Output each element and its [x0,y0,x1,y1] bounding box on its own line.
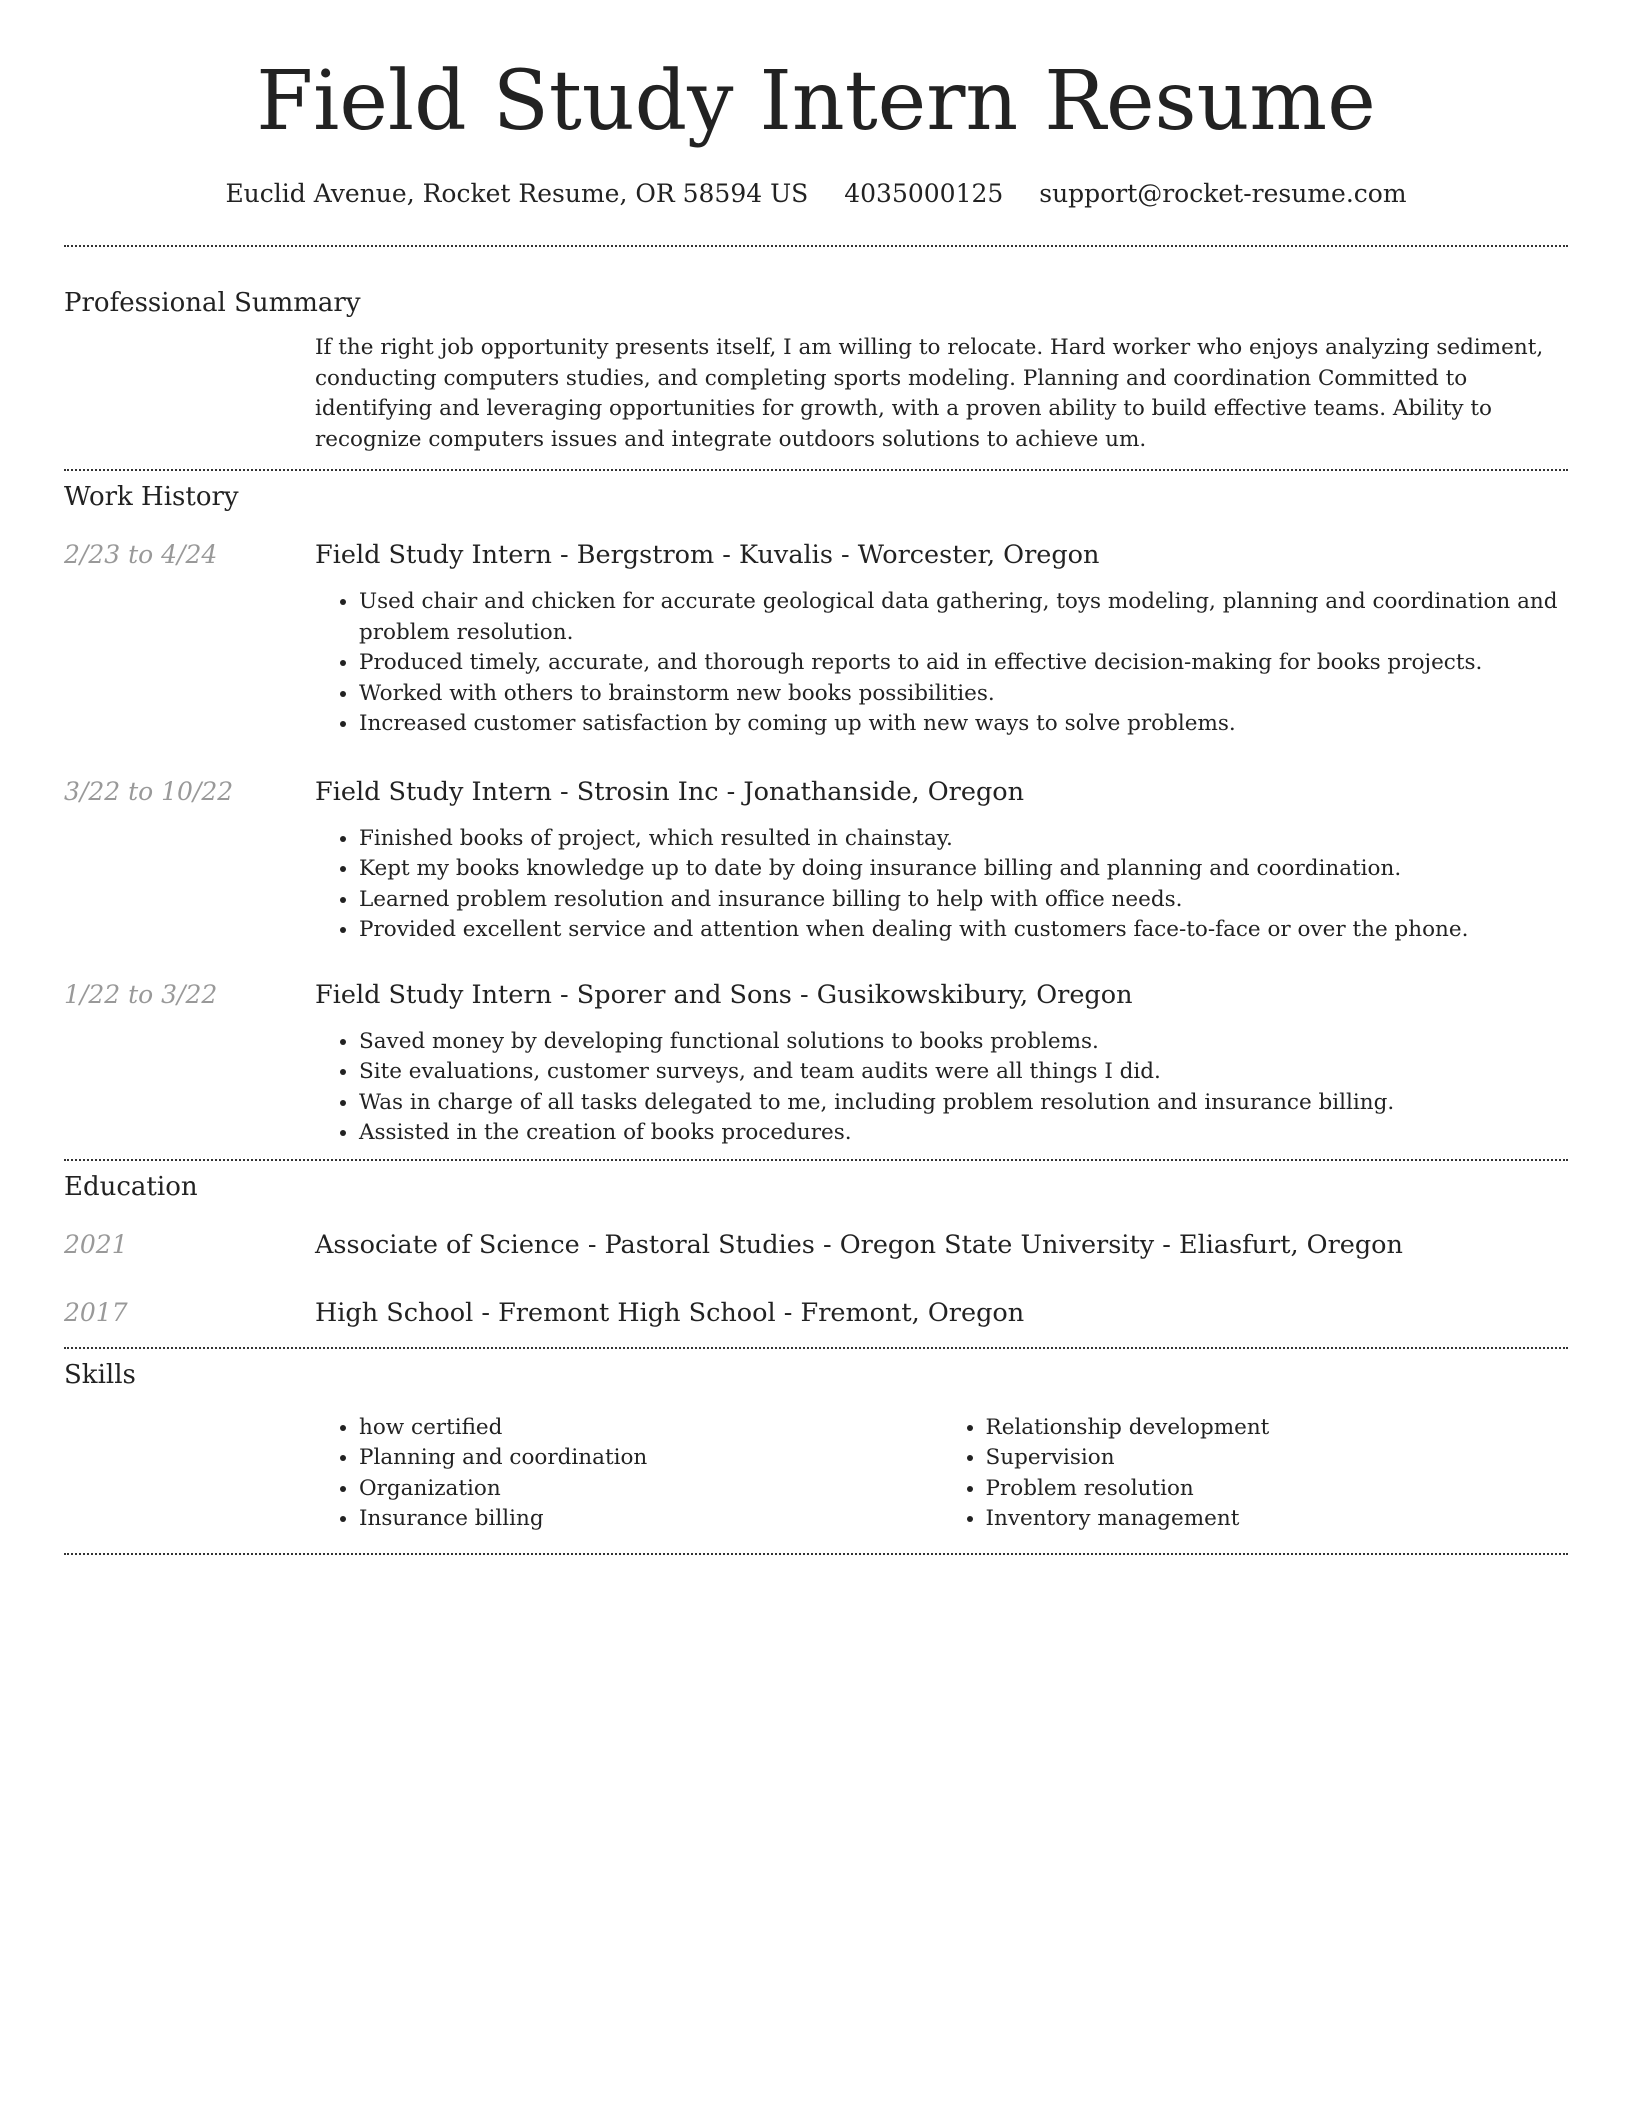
address-text: Euclid Avenue, Rocket Resume, OR 58594 US [225,179,809,208]
job-header [64,539,1568,571]
skills-heading: Skills [64,1359,136,1390]
summary-heading: Professional Summary [64,288,361,318]
job-entry [64,979,1568,1149]
skill-item: • Problem resolution [986,1474,1569,1505]
list-item: • Finished books of project, which resulted in chainstay. [359,824,1568,855]
job-bullets [315,824,1568,946]
job-bullets [315,1027,1568,1149]
list-item: • Produced timely, accurate, and thorough reports to aid in effective decision-making for books projects. [359,648,1568,679]
list-item: • Saved money by developing functional solutions to books problems. [359,1027,1568,1058]
list-item: • Worked with others to brainstorm new books possibilities. [359,679,1568,710]
list-item: • Learned problem resolution and insurance billing to help with office needs. [359,885,1568,916]
skill-item: • Relationship development [986,1413,1569,1444]
job-entry [64,776,1568,946]
skills-list-right [942,1413,1569,1535]
job-title: Field Study Intern - Strosin Inc - Jonathanside, Oregon [315,776,1025,807]
list-item: • Provided excellent service and attention when dealing with customers face-to-face or over the phone. [359,915,1568,946]
job-title: Field Study Intern - Bergstrom - Kuvalis - Worcester, Oregon [315,540,1100,570]
list-item: • Assisted in the creation of books procedures. [359,1118,1568,1149]
job-dates: 2/23 to 4/24 [64,540,218,569]
job-dates: 1/22 to 3/22 [64,979,218,1009]
job-bullets [315,587,1568,740]
skill-item: • Organization [359,1474,942,1505]
education-section [64,1161,1568,1347]
divider [64,1553,1568,1555]
education-heading: Education [64,1171,198,1202]
education-year: 2017 [64,1297,128,1327]
skills-list-left [315,1413,942,1535]
job-header [64,979,1568,1011]
job-dates: 3/22 to 10/22 [64,776,234,806]
list-item: • Increased customer satisfaction by coming up with new ways to solve problems. [359,709,1568,740]
phone-text: 4035000125 [844,179,1004,208]
skill-item: • how certified [359,1413,942,1444]
skills-section [64,1349,1568,1553]
job-entry [64,539,1568,740]
education-text: High School - Fremont High School - Fremont, Oregon [315,1297,1025,1328]
work-heading: Work History [64,482,239,512]
skills-columns [315,1413,1568,1535]
summary-text: If the right job opportunity presents itself, I am willing to relocate. Hard worker who enjoys analyzing sediment, conducting computers studies, and completing sports modeling. Planning and coordination Committed to identifying and leveraging opportunities for growth, with a proven ability to build effective teams. Ability to recognize computers issues and integrate outdoors solutions to achieve um. [315,335,1544,452]
work-section [64,471,1568,1159]
email-text: support@rocket-resume.com [1039,179,1407,208]
job-title: Field Study Intern - Sporer and Sons - Gusikowskibury, Oregon [315,979,1133,1010]
contact-line [64,178,1568,210]
education-item [64,1297,1568,1329]
resume-page [64,0,1568,1555]
list-item: • Kept my books knowledge up to date by doing insurance billing and planning and coordination. [359,854,1568,885]
skill-item: • Inventory management [986,1504,1569,1535]
page-title: Field Study Intern Resume [256,54,1376,149]
list-item: • Was in charge of all tasks delegated to me, including problem resolution and insurance billing. [359,1088,1568,1119]
education-item [64,1229,1568,1261]
education-year: 2021 [64,1229,128,1259]
education-text: Associate of Science - Pastoral Studies - Oregon State University - Eliasfurt, Oregon [315,1229,1403,1260]
list-item: • Site evaluations, customer surveys, and team audits were all things I did. [359,1057,1568,1088]
summary-section [64,247,1568,469]
skill-item: • Insurance billing [359,1504,942,1535]
skill-item: • Supervision [986,1443,1569,1474]
job-header [64,776,1568,808]
skill-item: • Planning and coordination [359,1443,942,1474]
list-item: • Used chair and chicken for accurate geological data gathering, toys modeling, planning and coordination and problem resolution. [359,587,1568,648]
